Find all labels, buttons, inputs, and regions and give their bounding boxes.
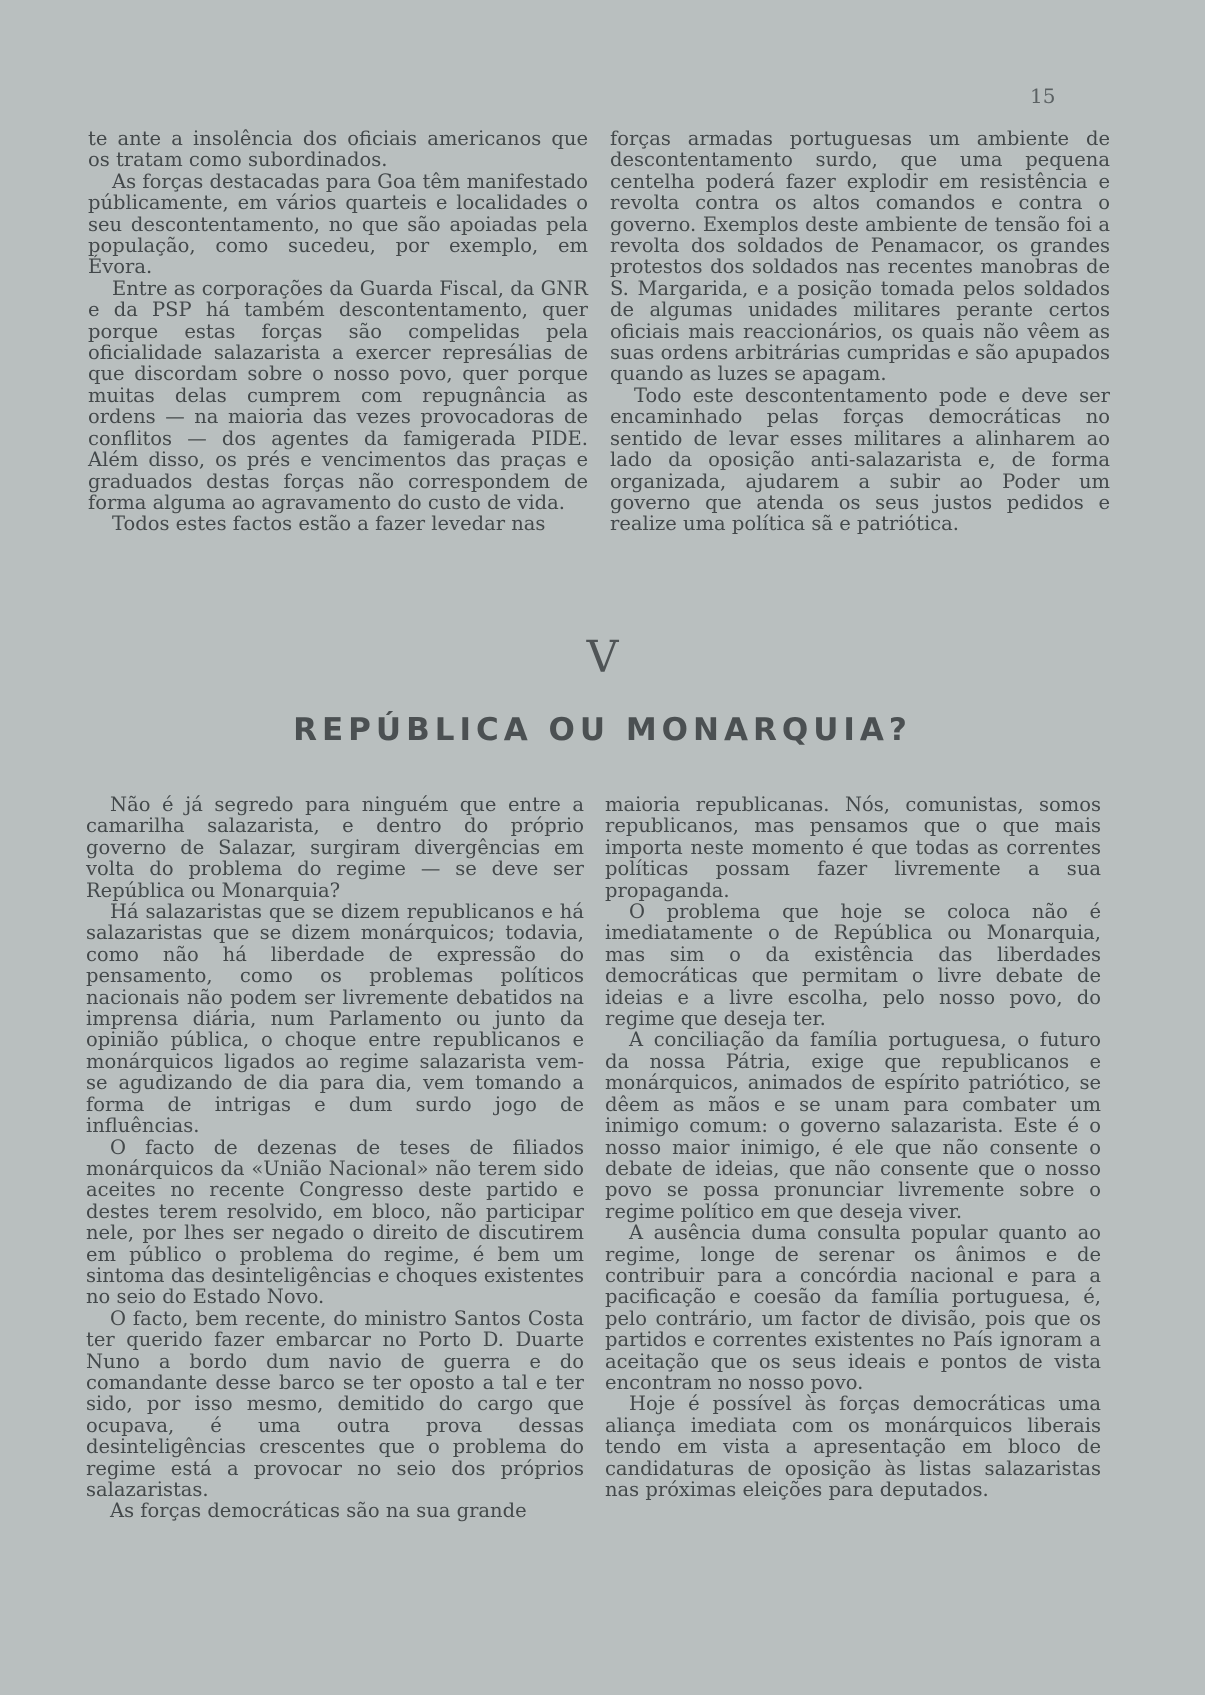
- paragraph: Todo este descontentamento pode e deve ser encaminhado pelas forças democráticas no sentido de levar esses militares a alinharem ao lado da oposição anti-salazarista e, de forma organizada, ajudarem a subir ao Poder um governo que atenda os seus justos pedidos e realize uma política sã e patriótica.: [610, 383, 1110, 536]
- paragraph: As forças democráticas são na sua grande: [110, 1499, 527, 1523]
- paragraph: O facto, bem recente, do ministro Santos Costa ter querido fazer embarcar no Porto D. Duarte Nuno a bordo dum navio de guerra e do comandante desse barco se ter oposto a tal e ter sido, por isso mesmo, demitido do cargo que ocupava, é uma outra prova dessas desinteligências crescentes que o problema do regime está a provocar no seio dos próprios salazaristas.: [86, 1306, 584, 1501]
- paragraph: A ausência duma consulta popular quanto ao regime, longe de serenar os ânimos e de contribuir para a concórdia nacional e para a pacificação e coesão da família portuguesa, é, pelo contrário, um factor de divisão, pois que os partidos e correntes existentes no País ignoram a aceitação que os seus ideais e pontos de vista encontram no nosso povo.: [605, 1221, 1101, 1394]
- paragraph: maioria republicanas. Nós, comunistas, somos republicanos, mas pensamos que o que mais importa neste momento é que todas as correntes políticas possam fazer livremente a sua propaganda.: [605, 793, 1101, 902]
- top-right-column: [610, 128, 1110, 535]
- paragraph: forças armadas portuguesas um ambiente de descontentamento surdo, que uma pequena centelha poderá fazer explodir em resistência e revolta contra os altos comandos e contra o governo. Exemplos deste ambiente de tensão foi a revolta dos soldados de Penamacor, os grandes protestos dos soldados nas recentes manobras de S. Margarida, e a posição tomada pelos soldados de algumas unidades militares perante certos oficiais mais reaccionários, os quais não vêem as suas ordens arbitrárias cumpridas e são apupados quando as luzes se apagam.: [610, 127, 1110, 386]
- paragraph: Todos estes factos estão a fazer levedar nas: [112, 512, 546, 536]
- chapter-numeral: V: [586, 632, 619, 683]
- paragraph: A conciliação da família portuguesa, o futuro da nossa Pátria, exige que republicanos e monárquicos, animados de espírito patriótico, se dêem as mãos e se unam para combater um inimigo comum: o governo salazarista. Este é o nosso maior inimigo, é ele que não consente o debate de ideias, que não consente que o nosso povo se possa pronunciar livremente sobre o regime político em que deseja viver.: [605, 1028, 1101, 1223]
- page-number: 15: [1030, 84, 1056, 108]
- bottom-right-column: [605, 794, 1101, 1500]
- paragraph: Hoje é possível às forças democráticas uma aliança imediata com os monárquicos liberais tendo em vista a apresentação em bloco de candidaturas de oposição às listas salazaristas nas próximas eleições para deputados.: [605, 1392, 1101, 1501]
- paragraph: Não é já segredo para ninguém que entre a camarilha salazarista, e dentro do próprio governo de Salazar, surgiram divergências em volta do problema do regime — se deve ser República ou Monarquia?: [86, 793, 584, 902]
- paragraph: O facto de dezenas de teses de filiados monárquicos da «União Nacional» não terem sido aceites no recente Congresso deste partido e destes terem resolvido, em bloco, não participar nele, por lhes ser negado o direito de discutirem em público o problema do regime, é bem um sintoma das desinteligências e choques existentes no seio do Estado Novo.: [86, 1135, 584, 1309]
- paragraph: Há salazaristas que se dizem republicanos e há salazaristas que se dizem monárquicos; todavia, como não há liberdade de expressão do pensamento, como os problemas políticos nacionais não podem ser livremente debatidos na imprensa diária, num Parlamento ou junto da opinião pública, o choque entre republicanos e monárquicos ligados ao regime salazarista vem-se agudizando de dia para dia, vem tomando a forma de intrigas e dum surdo jogo de influências.: [86, 900, 584, 1138]
- top-left-column: [88, 128, 588, 535]
- chapter-title: REPÚBLICA OU MONARQUIA?: [293, 712, 912, 748]
- bottom-left-column: [86, 794, 584, 1522]
- paragraph: Entre as corporações da Guarda Fiscal, da GNR e da PSP há também descontentamento, quer porque estas forças são compelidas pela oficialidade salazarista a exercer represálias de que discordam sobre o nosso povo, quer porque muitas delas cumprem com repugnância as ordens — na maioria das vezes provocadoras de conflitos — dos agentes da famigerada PIDE. Além disso, os prés e vencimentos das praças e graduados destas forças não correspondem de forma alguma ao agravamento do custo de vida.: [88, 276, 588, 514]
- paragraph: te ante a insolência dos oficiais americanos que os tratam como subordinados.: [88, 127, 588, 172]
- paragraph: As forças destacadas para Goa têm manifestado públicamente, em vários quarteis e localidades o seu descontentamento, no que são apoiadas pela população, como sucedeu, por exemplo, em Évora.: [88, 169, 588, 279]
- paragraph: O problema que hoje se coloca não é imediatamente o de República ou Monarquia, mas sim o da existência das liberdades democráticas que permitam o livre debate de ideias e a livre escolha, pelo nosso povo, do regime que deseja ter.: [605, 900, 1101, 1031]
